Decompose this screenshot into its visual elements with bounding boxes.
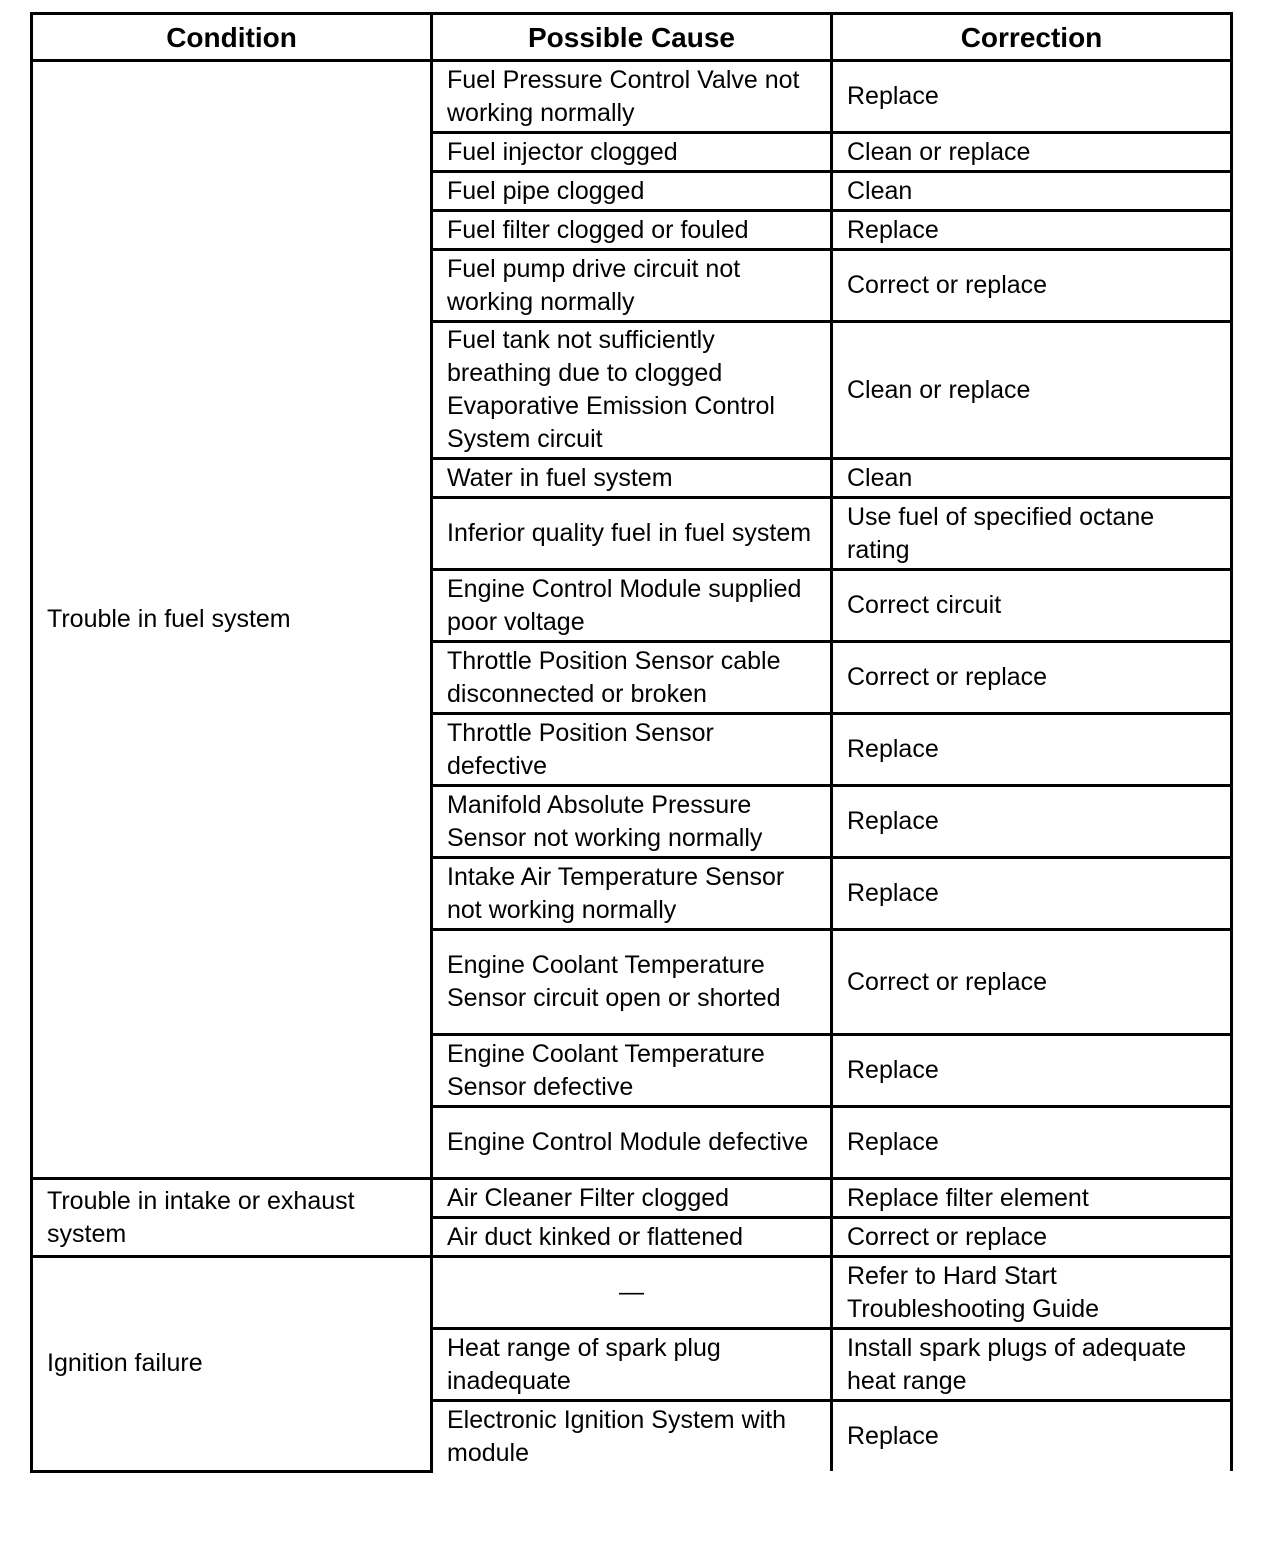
correction-cell: Replace <box>832 211 1232 250</box>
condition-cell: Trouble in fuel system <box>32 61 432 1179</box>
cause-cell: Air duct kinked or flattened <box>432 1218 832 1257</box>
correction-cell: Replace <box>832 714 1232 786</box>
correction-cell: Replace <box>832 1035 1232 1107</box>
correction-cell: Clean or replace <box>832 133 1232 172</box>
cause-cell: Intake Air Temperature Sensor not working normally <box>432 858 832 930</box>
cause-cell: Water in fuel system <box>432 459 832 498</box>
cause-cell: — <box>432 1257 832 1329</box>
header-condition: Condition <box>32 14 432 61</box>
cause-cell: Fuel pipe clogged <box>432 172 832 211</box>
cause-cell: Fuel Pressure Control Valve not working normally <box>432 61 832 133</box>
correction-cell: Clean or replace <box>832 322 1232 459</box>
cause-cell: Engine Control Module defective <box>432 1107 832 1179</box>
header-correction: Correction <box>832 14 1232 61</box>
cause-cell: Electronic Ignition System with module <box>432 1401 832 1472</box>
cause-cell: Throttle Position Sensor cable disconnected or broken <box>432 642 832 714</box>
cause-cell: Air Cleaner Filter clogged <box>432 1179 832 1218</box>
table-body <box>32 61 1232 1472</box>
cause-cell: Fuel filter clogged or fouled <box>432 211 832 250</box>
correction-cell: Correct or replace <box>832 250 1232 322</box>
cause-cell: Fuel injector clogged <box>432 133 832 172</box>
condition-cell: Trouble in intake or exhaust system <box>32 1179 432 1257</box>
cause-cell: Inferior quality fuel in fuel system <box>432 498 832 570</box>
correction-cell: Correct or replace <box>832 1218 1232 1257</box>
correction-cell: Install spark plugs of adequate heat range <box>832 1329 1232 1401</box>
table-row <box>32 1179 1232 1218</box>
correction-cell: Replace <box>832 786 1232 858</box>
correction-cell: Correct circuit <box>832 570 1232 642</box>
correction-cell: Replace <box>832 61 1232 133</box>
correction-cell: Correct or replace <box>832 930 1232 1035</box>
correction-cell: Replace <box>832 1107 1232 1179</box>
cause-cell: Throttle Position Sensor defective <box>432 714 832 786</box>
troubleshooting-table <box>30 12 1233 1473</box>
table-row <box>32 1257 1232 1329</box>
correction-cell: Correct or replace <box>832 642 1232 714</box>
correction-cell: Replace <box>832 1401 1232 1472</box>
header-row <box>32 14 1232 61</box>
cause-cell: Manifold Absolute Pressure Sensor not working normally <box>432 786 832 858</box>
correction-cell: Clean <box>832 172 1232 211</box>
correction-cell: Replace filter element <box>832 1179 1232 1218</box>
correction-cell: Clean <box>832 459 1232 498</box>
table-row <box>32 61 1232 133</box>
correction-cell: Use fuel of specified octane rating <box>832 498 1232 570</box>
cause-cell: Engine Coolant Temperature Sensor circuit open or shorted <box>432 930 832 1035</box>
cause-cell: Engine Coolant Temperature Sensor defective <box>432 1035 832 1107</box>
cause-cell: Engine Control Module supplied poor voltage <box>432 570 832 642</box>
condition-cell: Ignition failure <box>32 1257 432 1472</box>
header-possible-cause: Possible Cause <box>432 14 832 61</box>
cause-cell: Fuel tank not sufficiently breathing due to clogged Evaporative Emission Control System circuit <box>432 322 832 459</box>
cause-cell: Heat range of spark plug inadequate <box>432 1329 832 1401</box>
correction-cell: Refer to Hard Start Troubleshooting Guide <box>832 1257 1232 1329</box>
cause-cell: Fuel pump drive circuit not working normally <box>432 250 832 322</box>
correction-cell: Replace <box>832 858 1232 930</box>
